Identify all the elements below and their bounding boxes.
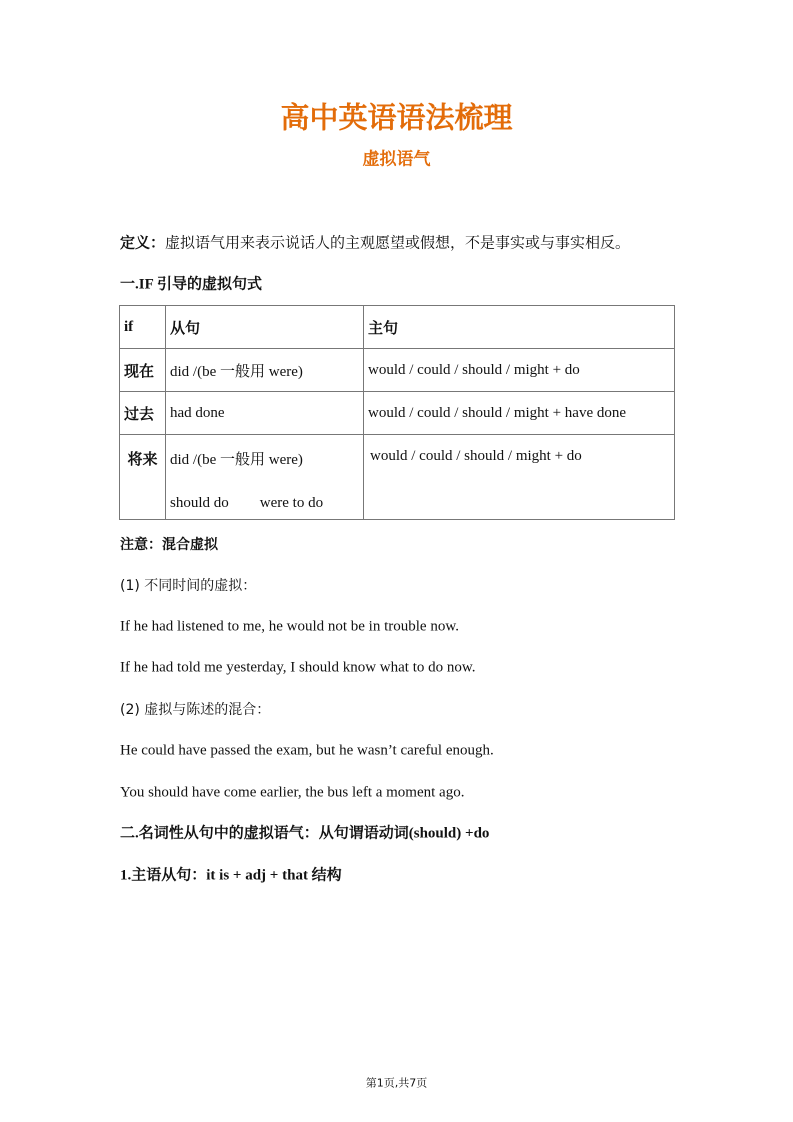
- page-footer: 第1页,共7页: [365, 1076, 428, 1090]
- header-cell: if: [120, 306, 166, 349]
- if-clause-table: [119, 305, 675, 520]
- table-row: [120, 349, 675, 392]
- header-cell: 主句: [364, 306, 675, 349]
- item-1: (1) 不同时间的虚拟：: [120, 578, 257, 594]
- section-heading-1: 一.IF 引导的虚拟句式: [120, 276, 262, 293]
- header-cell: 从句: [166, 306, 364, 349]
- table-row: [120, 392, 675, 435]
- definition-label: 定义：: [120, 233, 166, 252]
- definition: [120, 233, 631, 252]
- example-2: If he had told me yesterday, I should know what to do now.: [120, 659, 476, 676]
- section-heading-2: 二.名词性从句中的虚拟语气：从句谓语动词(should) +do: [120, 825, 490, 842]
- clause-line: did /(be 一般用 were): [170, 452, 303, 468]
- clause-cell: had done: [166, 392, 364, 435]
- doc-title: 高中英语语法梳理: [280, 100, 513, 135]
- clause-option: were to do: [259, 495, 324, 511]
- doc-subtitle: 虚拟语气: [362, 149, 431, 170]
- main-cell: would / could / should / might + have done: [364, 392, 675, 435]
- main-cell: would / could / should / might + do: [364, 349, 675, 392]
- subsection-heading: 1.主语从句：it is + adj + that 结构: [120, 867, 342, 884]
- tense-cell: 现在: [120, 349, 166, 392]
- item-2: (2) 虚拟与陈述的混合：: [120, 702, 271, 718]
- clause-cell: [166, 435, 364, 520]
- tense-cell: 过去: [120, 392, 166, 435]
- example-4: You should have come earlier, the bus left a moment ago.: [120, 784, 465, 801]
- clause-line-2: [170, 495, 359, 512]
- clause-option: should do: [170, 495, 229, 511]
- main-cell: would / could / should / might + do: [364, 435, 675, 520]
- clause-cell: did /(be 一般用 were): [166, 349, 364, 392]
- example-1: If he had listened to me, he would not be in trouble now.: [120, 618, 459, 635]
- table-row: [120, 435, 675, 520]
- tense-cell: 将来: [120, 435, 166, 520]
- example-3: He could have passed the exam, but he wasn’t careful enough.: [120, 742, 494, 759]
- note-heading: 注意：混合虚拟: [120, 537, 218, 553]
- definition-text: 虚拟语气用来表示说话人的主观愿望或假想，不是事实或与事实相反。: [165, 233, 631, 252]
- table-header-row: [120, 306, 675, 349]
